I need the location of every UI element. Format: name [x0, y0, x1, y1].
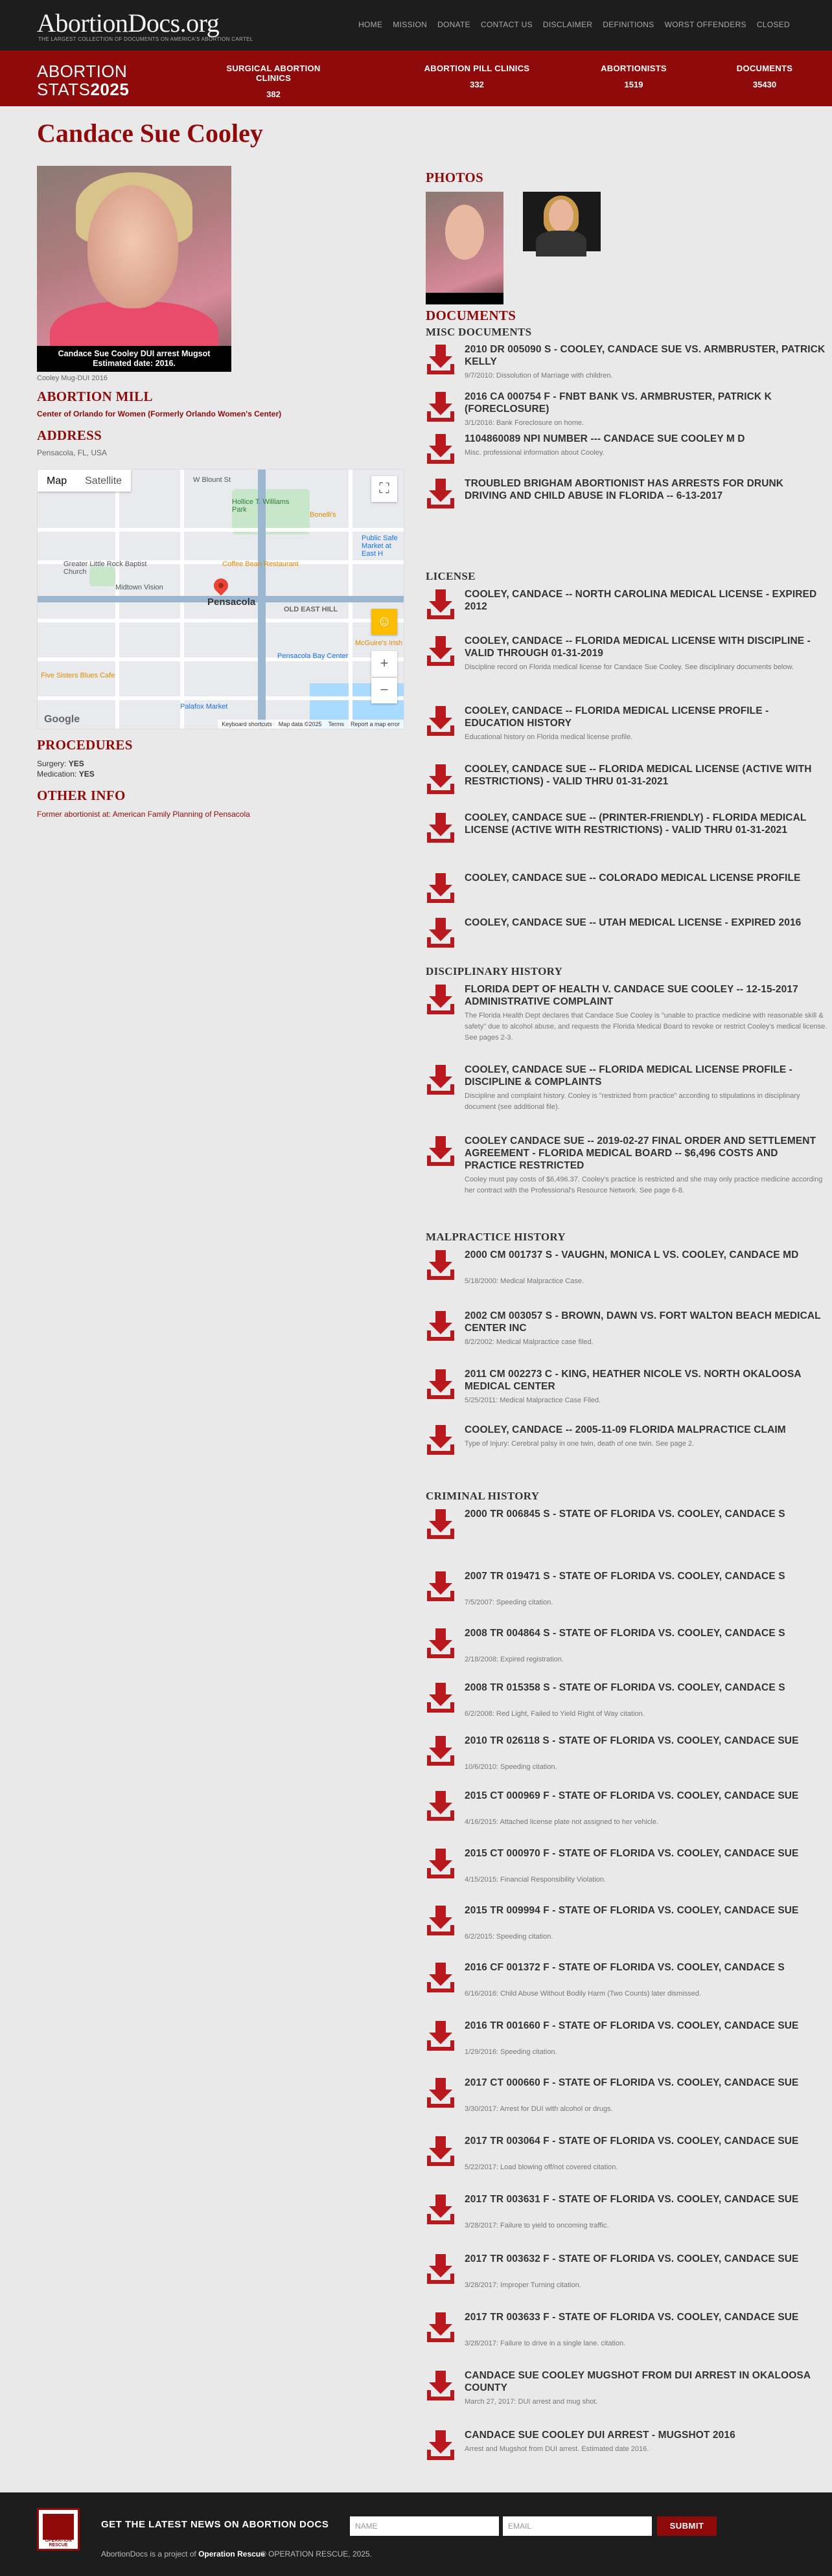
document-title[interactable]: COOLEY, CANDACE SUE -- FLORIDA MEDICAL LICENSE (ACTIVE WITH RESTRICTIONS) - VALID THRU 01-31-2021	[465, 764, 812, 787]
document-title[interactable]: COOLEY, CANDACE SUE -- UTAH MEDICAL LICENSE - EXPIRED 2016	[465, 917, 802, 928]
document-description: Arrest and Mugshot from DUI arrest. Estimated date 2016.	[465, 2445, 649, 2453]
project-credit	[101, 2549, 265, 2559]
newsletter-email-input[interactable]: EMAIL	[503, 2516, 652, 2536]
map-label: Public Safe Market at East H	[362, 534, 398, 558]
document-title[interactable]: 2015 CT 000969 F - STATE OF FLORIDA VS. COOLEY, CANDACE SUE	[465, 1790, 799, 1801]
map-label: Midtown Vision	[115, 584, 163, 591]
mugshot-caption-line1: Candace Sue Cooley DUI arrest Mugsot	[58, 349, 211, 358]
top-bar	[0, 0, 832, 51]
photo-face	[445, 205, 484, 260]
operation-rescue-logo[interactable]	[37, 2508, 80, 2551]
document-description: 3/28/2017: Failure to drive in a single lane. citation.	[465, 2340, 626, 2347]
download-icon[interactable]	[426, 343, 456, 376]
download-icon[interactable]	[426, 1368, 456, 1400]
newsletter-heading: GET THE LATEST NEWS ON ABORTION DOCS	[101, 2519, 329, 2530]
download-icon[interactable]	[426, 1570, 456, 1602]
mugshot-label: Cooley Mug-DUI 2016	[37, 374, 108, 382]
address-text: Pensacola, FL, USA	[37, 448, 108, 457]
document-description: 10/6/2010: Speeding citation.	[465, 1763, 557, 1771]
document-title[interactable]: 2017 TR 003631 F - STATE OF FLORIDA VS. COOLEY, CANDACE SUE	[465, 2194, 799, 2205]
document-description: Cooley must pay costs of $6,496.37. Cooley's practice is restricted and she may only practice medicine according her contract with the Professional's Resource Network. See page 6-8.	[465, 1176, 823, 1194]
map-report-error[interactable]: Report a map error	[350, 721, 400, 727]
copyright: © OPERATION RESCUE, 2025.	[260, 2549, 373, 2559]
document-title[interactable]: 2015 TR 009994 F - STATE OF FLORIDA VS. COOLEY, CANDACE SUE	[465, 1905, 799, 1916]
stats-title	[37, 62, 129, 98]
document-description: 3/28/2017: Improper Turning citation.	[465, 2281, 581, 2289]
document-description: The Florida Health Dept declares that Candace Sue Cooley is "unable to practice medicine with reasonable skill & safety" due to alcohol abuse, and requests the Florida Medical Board to revoke or restrict Cooley's medical license. See pages 2-3.	[465, 1012, 827, 1042]
project-org-link[interactable]: Operation Rescue	[198, 2549, 265, 2559]
document-title[interactable]: COOLEY, CANDACE SUE -- (PRINTER-FRIENDLY) - FLORIDA MEDICAL LICENSE (ACTIVE WITH RESTRICTIONS) - VALID THRU 01-31-2021	[465, 812, 807, 836]
logo-text: OPERATION RESCUE	[45, 2538, 72, 2548]
document-title[interactable]: 2016 CF 001372 F - STATE OF FLORIDA VS. COOLEY, CANDACE S	[465, 1962, 785, 1973]
stats-bar	[0, 51, 832, 106]
location-map[interactable]	[37, 469, 404, 729]
document-title[interactable]: COOLEY, CANDACE SUE -- FLORIDA MEDICAL LICENSE PROFILE - DISCIPLINE & COMPLAINTS	[465, 1064, 792, 1088]
map-keyboard-shortcuts[interactable]: Keyboard shortcuts	[222, 721, 272, 727]
download-icon[interactable]	[426, 1508, 456, 1540]
newsletter-submit-button[interactable]: SUBMIT	[657, 2516, 717, 2536]
documents-heading: DOCUMENTS	[426, 308, 516, 323]
abortion-mill-heading: ABORTION MILL	[37, 389, 153, 404]
stat-label: ABORTIONISTS	[601, 63, 667, 73]
nav-closed[interactable]: CLOSED	[756, 20, 790, 29]
stat-value: 382	[266, 89, 281, 99]
document-title[interactable]: 2002 CM 003057 S - BROWN, DAWN VS. FORT WALTON BEACH MEDICAL CENTER INC	[465, 1310, 821, 1334]
nav-home[interactable]: HOME	[358, 20, 383, 29]
download-icon[interactable]	[426, 1735, 456, 1767]
procedures-heading: PROCEDURES	[37, 737, 133, 753]
map-type-tabs	[38, 470, 131, 492]
download-icon[interactable]	[426, 983, 456, 1016]
download-icon[interactable]	[426, 588, 456, 621]
download-icon[interactable]	[426, 1064, 456, 1096]
download-icon[interactable]	[426, 812, 456, 844]
street-view-icon[interactable]: ☺	[371, 609, 397, 635]
map-label: Five Sisters Blues Cafe	[41, 672, 115, 679]
download-icon[interactable]	[426, 391, 456, 423]
google-logo: Google	[44, 714, 80, 725]
download-icon[interactable]	[426, 763, 456, 795]
photo-caption-bar	[426, 293, 503, 304]
map-label: Bonelli's	[310, 511, 336, 519]
nav-definitions[interactable]: DEFINITIONS	[603, 20, 654, 29]
document-title[interactable]: 2016 TR 001660 F - STATE OF FLORIDA VS. COOLEY, CANDACE SUE	[465, 2020, 799, 2031]
map-pin-icon[interactable]	[211, 575, 231, 595]
stat-value: 332	[470, 80, 484, 89]
project-prefix: AbortionDocs is a project of	[101, 2549, 196, 2559]
map-label: McGuire's Irish	[355, 639, 402, 647]
stats-title-year: 2025	[90, 80, 130, 99]
document-description: 8/2/2002: Medical Malpractice case filed.	[465, 1338, 594, 1346]
document-description: 6/2/2008: Red Light, Failed to Yield Right of Way citation.	[465, 1710, 645, 1718]
document-title[interactable]: COOLEY, CANDACE -- NORTH CAROLINA MEDICAL LICENSE - EXPIRED 2012	[465, 589, 817, 612]
document-title[interactable]: 2007 TR 019471 S - STATE OF FLORIDA VS. COOLEY, CANDACE S	[465, 1571, 785, 1582]
medication-value: YES	[78, 769, 95, 779]
stat-value: 1519	[624, 80, 643, 89]
download-icon[interactable]	[426, 635, 456, 667]
map-label: Pensacola Bay Center	[277, 652, 349, 660]
document-title[interactable]: CANDACE SUE COOLEY MUGSHOT FROM DUI ARREST IN OKALOOSA COUNTY	[465, 2370, 811, 2393]
download-icon[interactable]	[426, 433, 456, 465]
download-icon[interactable]	[426, 1135, 456, 1167]
document-title[interactable]: 2011 CM 002273 C - KING, HEATHER NICOLE VS. NORTH OKALOOSA MEDICAL CENTER	[465, 1369, 802, 1392]
document-title[interactable]: 2017 TR 003632 F - STATE OF FLORIDA VS. COOLEY, CANDACE SUE	[465, 2253, 799, 2264]
document-title[interactable]: 2010 TR 026118 S - STATE OF FLORIDA VS. COOLEY, CANDACE SUE	[465, 1735, 799, 1746]
document-description: 5/25/2011: Medical Malpractice Case Filed.	[465, 1396, 601, 1404]
map-label: Hollice T. Williams Park	[232, 498, 290, 514]
download-icon[interactable]	[426, 1961, 456, 1994]
download-icon[interactable]	[426, 1847, 456, 1880]
document-description: 6/16/2016: Child Abuse Without Bodily Harm (Two Counts) later dismissed.	[465, 1990, 701, 1998]
document-title[interactable]: 2017 TR 003633 F - STATE OF FLORIDA VS. COOLEY, CANDACE SUE	[465, 2312, 799, 2323]
document-description: 3/28/2017: Failure to yield to oncoming traffic.	[465, 2222, 609, 2229]
mugshot-image[interactable]	[37, 166, 231, 372]
stat-value: 35430	[752, 80, 777, 89]
document-description: 1/29/2016: Speeding citation.	[465, 2048, 557, 2056]
download-icon[interactable]	[426, 1627, 456, 1659]
stat-label: SURGICAL ABORTION CLINICS	[226, 63, 321, 83]
other-info-heading: OTHER INFO	[37, 788, 126, 803]
map-tab-satellite[interactable]: Satellite	[85, 475, 122, 486]
document-description: 4/16/2015: Attached license plate not assigned to her vehicle.	[465, 1818, 659, 1826]
document-description: Misc. professional information about Cooley.	[465, 449, 605, 457]
nav-worst-offenders[interactable]: WORST OFFENDERS	[664, 20, 746, 29]
abortion-mill-link[interactable]: Center of Orlando for Women (Formerly Orlando Women's Center)	[37, 409, 282, 418]
document-description: Discipline and complaint history. Cooley is "restricted from practice" according to stipulations in disciplinary document (see additional file).	[465, 1092, 800, 1111]
medication-row	[37, 769, 95, 779]
download-icon[interactable]	[426, 2311, 456, 2343]
other-info-text[interactable]: Former abortionist at: American Family Planning of Pensacola	[37, 810, 250, 819]
nav-disclaimer[interactable]: DISCLAIMER	[542, 20, 593, 29]
stats-title-line1: ABORTION	[37, 62, 128, 81]
document-title[interactable]: COOLEY, CANDACE SUE -- COLORADO MEDICAL LICENSE PROFILE	[465, 872, 801, 883]
nav-donate[interactable]: DONATE	[437, 20, 470, 29]
site-tagline: THE LARGEST COLLECTION OF DOCUMENTS ON AMERICA'S ABORTION CARTEL	[38, 36, 253, 42]
stat-label: DOCUMENTS	[736, 63, 793, 73]
document-description: Type of Injury: Cerebral palsy in one twin, death of one twin. See page 2.	[465, 1440, 695, 1448]
download-icon[interactable]	[426, 917, 456, 949]
map-label: Palafox Market	[180, 703, 228, 711]
document-description: 7/5/2007: Speeding citation.	[465, 1599, 553, 1606]
map-label: W Blount St	[193, 476, 231, 484]
photo-thumbnail[interactable]	[426, 192, 503, 304]
photo-thumbnail[interactable]	[523, 192, 601, 251]
address-heading: ADDRESS	[37, 427, 102, 443]
logo-emblem	[43, 2514, 74, 2540]
map-footer	[218, 720, 404, 729]
document-title[interactable]: 2017 TR 003064 F - STATE OF FLORIDA VS. COOLEY, CANDACE SUE	[465, 2136, 799, 2147]
main-nav	[358, 20, 790, 29]
download-icon[interactable]	[426, 1790, 456, 1822]
surgery-label: Surgery:	[37, 759, 67, 768]
stat-label: ABORTION PILL CLINICS	[424, 63, 530, 73]
page-title: Candace Sue Cooley	[37, 119, 263, 148]
download-icon[interactable]	[426, 1249, 456, 1281]
document-description: 9/7/2010: Dissolution of Marriage with children.	[465, 372, 613, 380]
footer	[0, 2492, 832, 2576]
surgery-row	[37, 759, 84, 768]
doc-section-heading: MISC DOCUMENTS	[426, 326, 532, 338]
site-logo[interactable]: AbortionDocs.org	[37, 8, 220, 38]
download-icon[interactable]	[426, 705, 456, 737]
fullscreen-icon[interactable]: ⛶	[371, 476, 397, 502]
document-title[interactable]: COOLEY, CANDACE -- FLORIDA MEDICAL LICENSE WITH DISCIPLINE - VALID THROUGH 01-31-2019	[465, 635, 811, 659]
document-description: 2/18/2008: Expired registration.	[465, 1656, 564, 1663]
photo-face	[549, 199, 573, 232]
zoom-out-icon[interactable]: −	[371, 678, 397, 703]
download-icon[interactable]	[426, 2135, 456, 2167]
stat-abortionists[interactable]	[595, 63, 673, 89]
document-title[interactable]: CANDACE SUE COOLEY DUI ARREST - MUGSHOT 2016	[465, 2430, 735, 2441]
document-description: 6/2/2015: Speeding citation.	[465, 1933, 553, 1941]
photo-body	[536, 231, 586, 256]
download-icon[interactable]	[426, 2369, 456, 2402]
document-title[interactable]: 2015 CT 000970 F - STATE OF FLORIDA VS. COOLEY, CANDACE SUE	[465, 1848, 799, 1859]
stat-documents[interactable]	[726, 63, 803, 89]
nav-contact-us[interactable]: CONTACT US	[480, 20, 533, 29]
map-data-credit: Map data ©2025	[278, 721, 322, 727]
document-description: March 27, 2017: DUI arrest and mug shot.	[465, 2398, 598, 2406]
download-icon[interactable]	[426, 477, 456, 510]
document-title[interactable]: COOLEY CANDACE SUE -- 2019-02-27 FINAL ORDER AND SETTLEMENT AGREEMENT - FLORIDA MEDICAL BOARD -- $6,496 COSTS AND PRACTICE RESTRICTED	[465, 1135, 816, 1171]
document-description: 3/1/2016: Bank Foreclosure on home.	[465, 419, 584, 427]
doc-section-heading: DISCIPLINARY HISTORY	[426, 965, 563, 977]
document-description: 3/30/2017: Arrest for DUI with alcohol or drugs.	[465, 2105, 613, 2113]
document-description: Educational history on Florida medical license profile.	[465, 733, 633, 741]
download-icon[interactable]	[426, 2193, 456, 2226]
surgery-value: YES	[68, 759, 84, 768]
doc-section-heading: CRIMINAL HISTORY	[426, 1490, 540, 1502]
map-label: Greater Little Rock Baptist Church	[64, 560, 147, 576]
map-city-label: Pensacola	[207, 597, 256, 608]
mugshot-caption-line2: Estimated date: 2016.	[93, 359, 176, 368]
document-title[interactable]: 2000 TR 006845 S - STATE OF FLORIDA VS. COOLEY, CANDACE S	[465, 1509, 785, 1520]
document-description: 5/22/2017: Load blowing off/not covered citation.	[465, 2163, 618, 2171]
document-title[interactable]: COOLEY, CANDACE -- 2005-11-09 FLORIDA MALPRACTICE CLAIM	[465, 1424, 786, 1435]
mugshot-caption-bar	[37, 346, 231, 372]
nav-mission[interactable]: MISSION	[393, 20, 428, 29]
zoom-in-icon[interactable]: +	[371, 651, 397, 677]
newsletter-name-input[interactable]: NAME	[350, 2516, 499, 2536]
stat-pill-clinics[interactable]	[412, 63, 542, 89]
map-label: Coffee Bean Restaurant	[222, 560, 299, 568]
document-title[interactable]: 2017 CT 000660 F - STATE OF FLORIDA VS. COOLEY, CANDACE SUE	[465, 2077, 799, 2088]
map-label: OLD EAST HILL	[284, 606, 338, 613]
medication-label: Medication:	[37, 769, 77, 779]
document-title[interactable]: COOLEY, CANDACE -- FLORIDA MEDICAL LICENSE PROFILE - EDUCATION HISTORY	[465, 705, 769, 729]
document-title[interactable]: 1104860089 NPI NUMBER --- CANDACE SUE COOLEY M D	[465, 433, 745, 444]
doc-section-heading: LICENSE	[426, 570, 476, 582]
map-tab-map[interactable]: Map	[47, 475, 67, 486]
doc-section-heading: MALPRACTICE HISTORY	[426, 1231, 566, 1243]
download-icon[interactable]	[426, 2429, 456, 2461]
download-icon[interactable]	[426, 872, 456, 904]
mugshot-face	[87, 185, 178, 308]
document-title[interactable]: 2008 TR 015358 S - STATE OF FLORIDA VS. COOLEY, CANDACE S	[465, 1682, 785, 1693]
download-icon[interactable]	[426, 2020, 456, 2052]
photos-heading: PHOTOS	[426, 170, 483, 185]
download-icon[interactable]	[426, 2253, 456, 2285]
document-title[interactable]: 2016 CA 000754 F - FNBT BANK VS. ARMBRUSTER, PATRICK K (FORECLOSURE)	[465, 391, 772, 415]
document-description: 4/15/2015: Financial Responsibility Violation.	[465, 1876, 607, 1884]
stat-surgical-clinics[interactable]	[209, 63, 338, 99]
document-title[interactable]: 2000 CM 001737 S - VAUGHN, MONICA L VS. COOLEY, CANDACE MD	[465, 1249, 799, 1260]
download-icon[interactable]	[426, 1310, 456, 1342]
map-terms[interactable]: Terms	[328, 721, 344, 727]
document-title[interactable]: 2010 DR 005090 S - COOLEY, CANDACE SUE VS. ARMBRUSTER, PATRICK KELLY	[465, 344, 826, 367]
download-icon[interactable]	[426, 2077, 456, 2109]
stats-title-stats: STATS	[37, 80, 91, 99]
download-icon[interactable]	[426, 1424, 456, 1456]
document-description: Discipline record on Florida medical license for Candace Sue Cooley. See disciplinary documents below.	[465, 663, 794, 671]
download-icon[interactable]	[426, 1681, 456, 1714]
document-title[interactable]: FLORIDA DEPT OF HEALTH V. CANDACE SUE COOLEY -- 12-15-2017 ADMINISTRATIVE COMPLAINT	[465, 984, 798, 1007]
document-title[interactable]: 2008 TR 004864 S - STATE OF FLORIDA VS. COOLEY, CANDACE S	[465, 1628, 785, 1639]
download-icon[interactable]	[426, 1904, 456, 1937]
document-title[interactable]: TROUBLED BRIGHAM ABORTIONIST HAS ARRESTS FOR DRUNK DRIVING AND CHILD ABUSE IN FLORIDA -- 6-13-2017	[465, 478, 784, 501]
document-description: 5/18/2000: Medical Malpractice Case.	[465, 1277, 584, 1285]
